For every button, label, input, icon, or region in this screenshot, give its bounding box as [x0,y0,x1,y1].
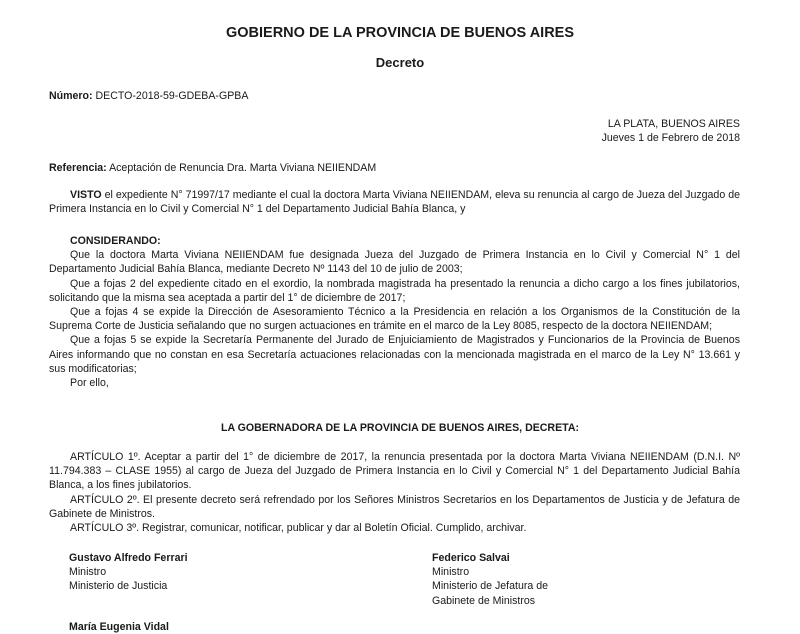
place-date-value: Jueves 1 de Febrero de 2018 [601,132,740,145]
article-paragraph: ARTÍCULO 2º. El presente decreto será refrendado por los Señores Ministros Secretarios en los Departamentos de Justicia y de Jefatura de Gabinete de Ministros. [49,493,740,520]
decreta-heading: LA GOBERNADORA DE LA PROVINCIA DE BUENOS AIRES, DECRETA: [220,422,580,434]
considerando-paragraph: Que a fojas 2 del expediente citado en el exordio, la nombrada magistrada ha presentado la renuncia a dicho cargo a los fines jubilatorios, solicitando que la misma sea aceptada a partir del 1° de diciembre de 2017; [49,277,740,304]
reference-value: Aceptación de Renuncia Dra. Marta Viviana NEIIENDAM [109,162,377,174]
signer-name-partial: María Eugenia Vidal [69,621,169,633]
considerando-paragraph: Que a fojas 4 se expide la Dirección de Asesoramiento Técnico a la Presidencia en relación a los Organismos de la Constitución de la Suprema Corte de Justicia señalando que no surgen actuaciones en trámite en el marco de la Ley 8085, respecto de la doctora NEIIENDAM; [49,306,740,333]
signer-role: Ministro [69,566,107,579]
visto-paragraph [49,188,740,216]
signature-block [432,551,548,608]
considerando-section [49,234,740,390]
article-paragraph: ARTÍCULO 3º. Registrar, comunicar, notificar, publicar y dar al Boletín Oficial. Cumplido, archivar. [70,522,527,535]
signer-department: Ministerio de Jefatura de [432,580,549,593]
decree-number [49,89,248,103]
visto-section [49,188,740,216]
document-type: Decreto [375,55,425,70]
place-date [602,117,740,145]
considerando-paragraph: Que a fojas 5 se expide la Secretaría Permanente del Jurado de Enjuiciamiento de Magistrados y Funcionarios de la Provincia de Buenos Aires informando que no constan en esa Secretaría actuaciones relacionadas con la mencionada magistrada en el marco de la Ley N° 13.661 y sus modificatorias; [49,334,740,375]
government-title: GOBIERNO DE LA PROVINCIA DE BUENOS AIRES [225,25,575,41]
signature-block [69,551,188,594]
reference-label: Referencia: [49,162,107,174]
visto-text: el expediente N° 71997/17 mediante el cual la doctora Marta Viviana NEIIENDAM, eleva su renuncia al cargo de Jueza del Juzgado de Primera Instancia en lo Civil y Comercial N° 1 del Departamento Judicial Bahía Blanca, y [49,189,740,216]
signer-name: Gustavo Alfredo Ferrari [69,552,188,564]
considerando-paragraph: Que la doctora Marta Viviana NEIIENDAM fue designada Jueza del Juzgado de Primera Instancia en lo Civil y Comercial N° 1 del Departamento Judicial Bahía Blanca, mediante Decreto Nº 1143 del 10 de julio de 2003; [49,249,740,276]
signer-department-line2: Gabinete de Ministros [432,594,536,607]
considerando-label: CONSIDERANDO: [70,235,161,247]
articles-section [49,450,740,535]
signer-name: Federico Salvai [432,552,510,564]
reference [49,161,376,175]
signer-role: Ministro [432,566,470,579]
visto-label: VISTO [70,189,102,201]
decree-number-label: Número: [49,90,93,102]
place-city: LA PLATA, BUENOS AIRES [607,118,740,130]
considerando-paragraph: Por ello, [70,377,109,390]
decree-number-value: DECTO-2018-59-GDEBA-GPBA [95,90,249,102]
article-paragraph: ARTÍCULO 1º. Aceptar a partir del 1° de diciembre de 2017, la renuncia presentada por la doctora Marta Viviana NEIIENDAM (D.N.I. Nº 11.794.383 – CLASE 1955) al cargo de Jueza del Juzgado de Primera Instancia en lo Civil y Comercial N° 1 del Departamento Judicial Bahía Blanca, a los fines jubilatorios. [49,451,740,492]
signer-department: Ministerio de Justicia [69,580,168,593]
